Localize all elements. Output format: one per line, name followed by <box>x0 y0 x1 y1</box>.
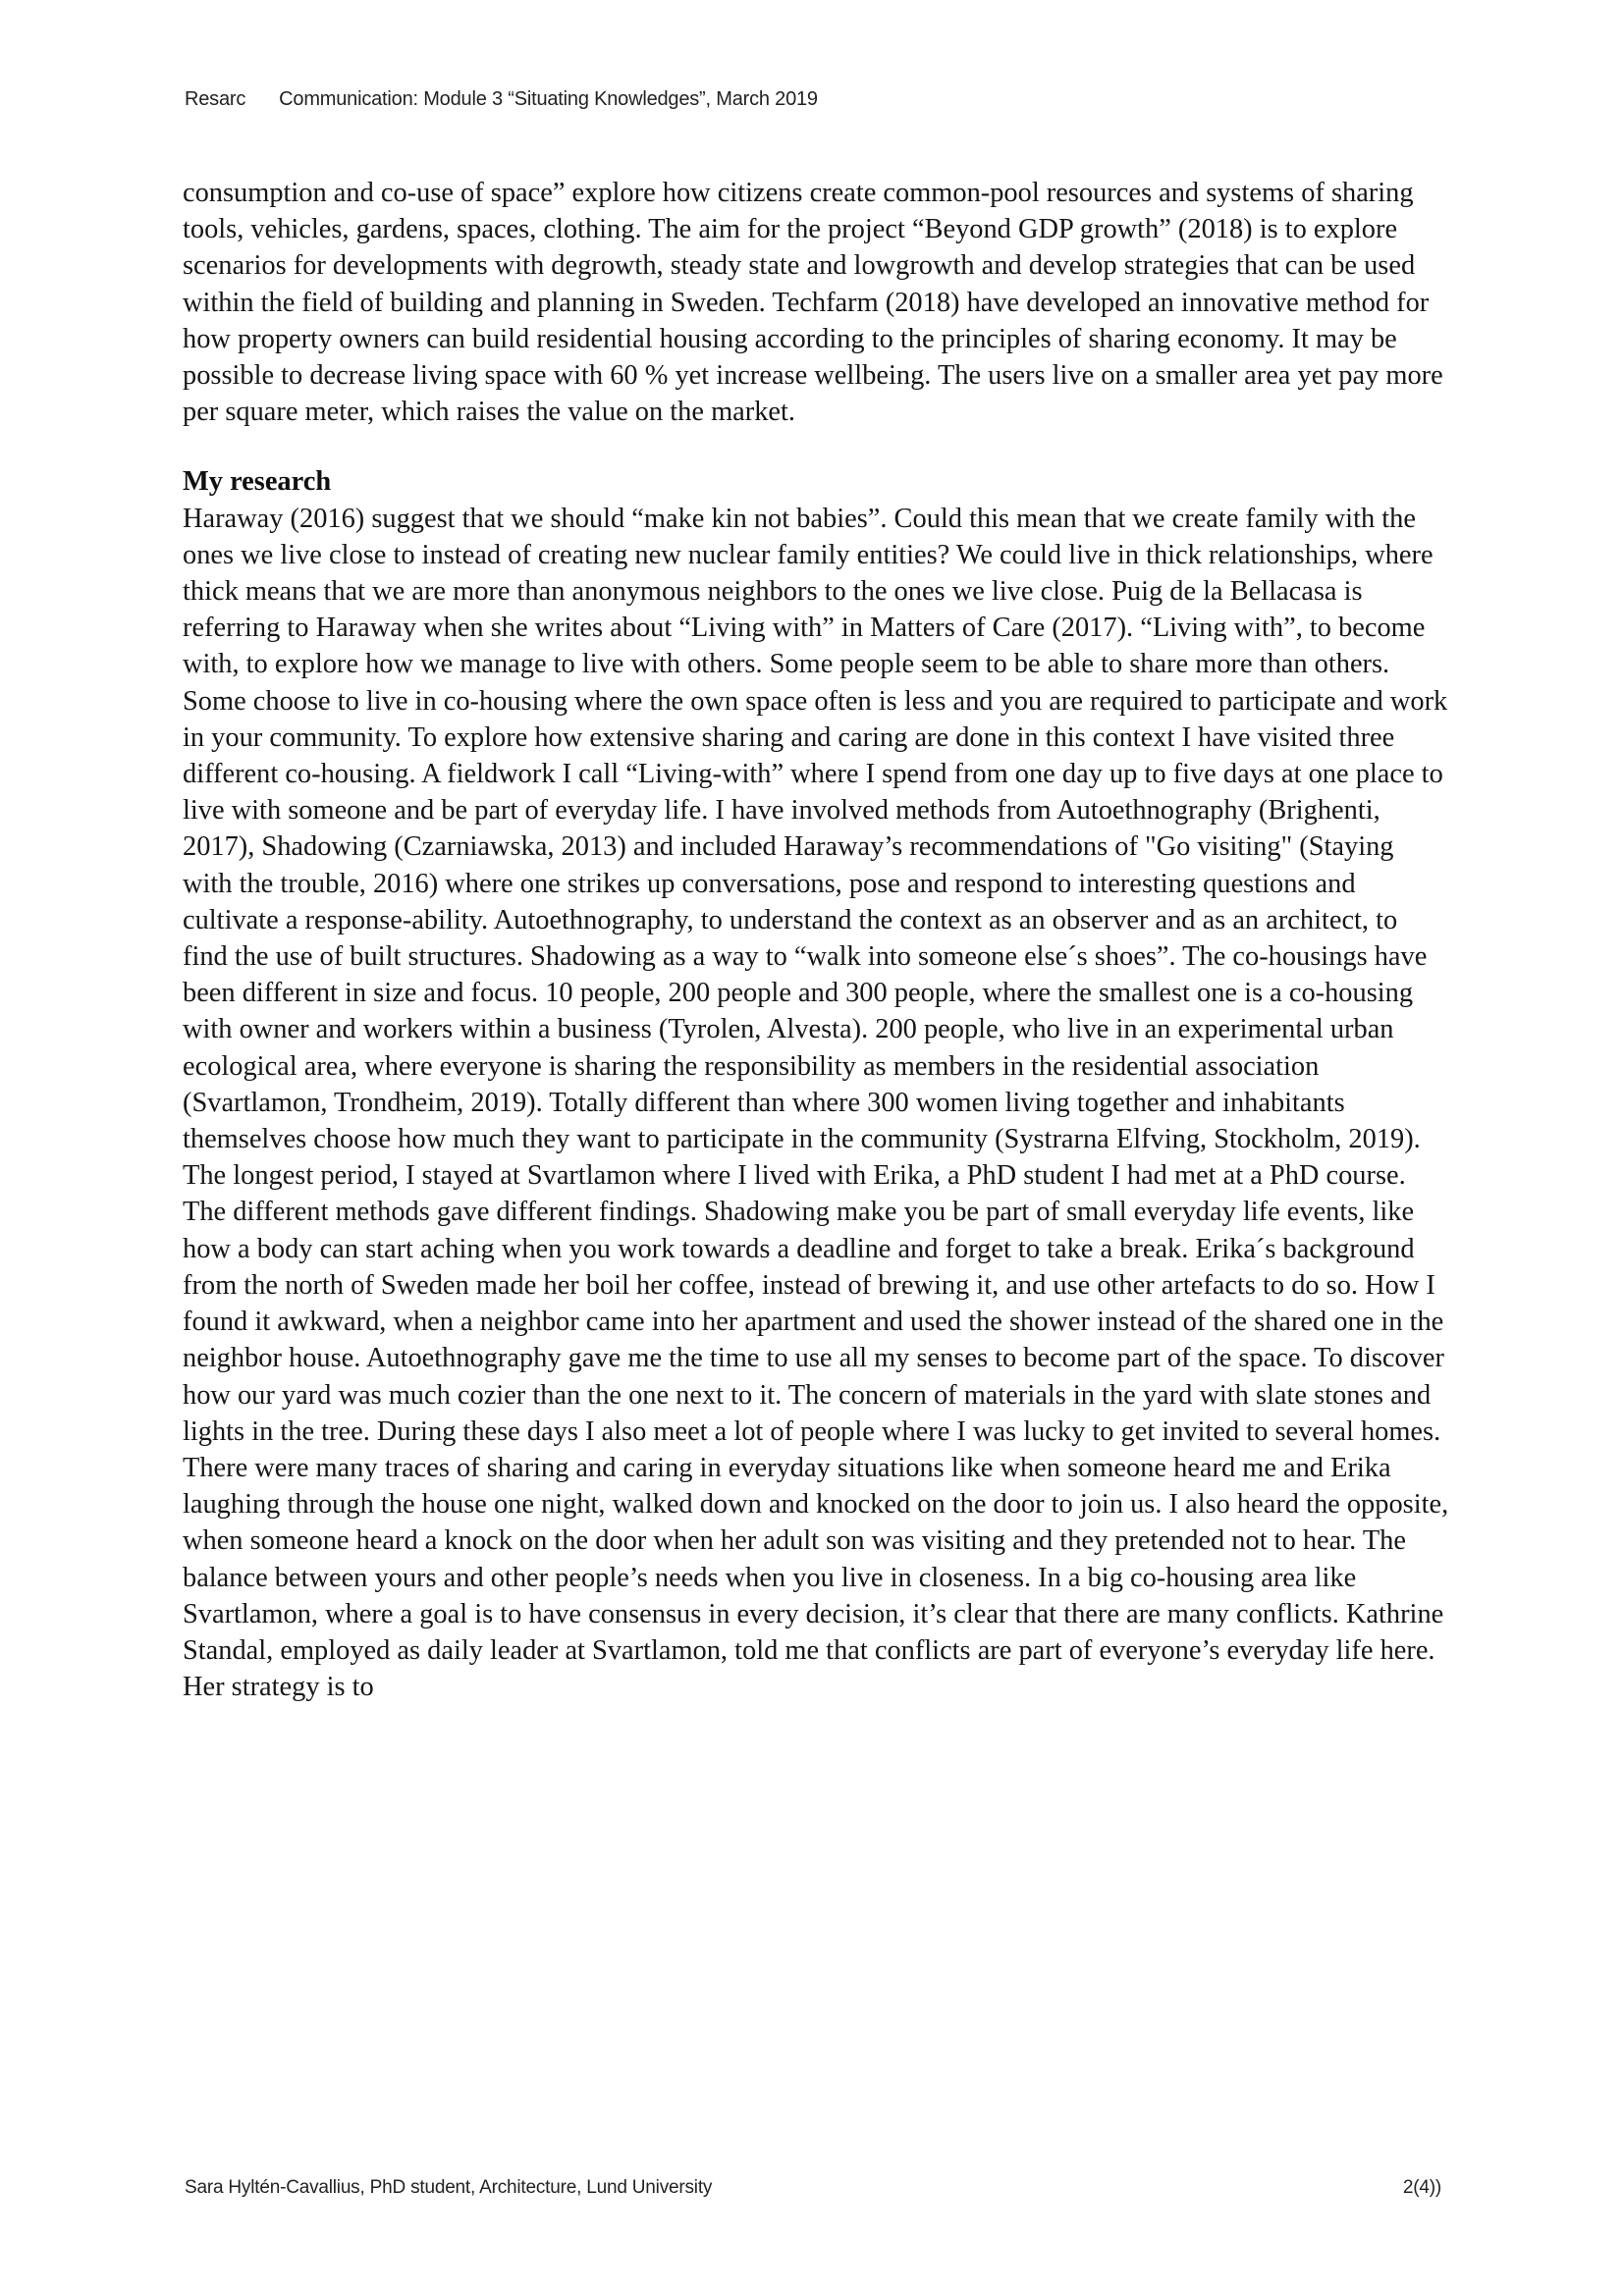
section-heading-my-research: My research <box>183 466 332 498</box>
page-footer <box>185 2177 1441 2199</box>
body-column <box>183 175 1449 1705</box>
footer-page-marker: 2(4)) <box>1402 2177 1441 2198</box>
running-head-title: Communication: Module 3 “Situating Knowledges”, March 2019 <box>279 88 818 110</box>
running-head-organization: Resarc <box>185 88 246 110</box>
running-head <box>185 88 1441 111</box>
footer-author-line: Sara Hyltén-Cavallius, PhD student, Architecture, Lund University <box>185 2177 713 2198</box>
paragraph-my-research-body: Haraway (2016) suggest that we should “make kin not babies”. Could this mean that we create family with the ones we live close to instead of creating new nuclear family entities? We could live in thick relationships, where thick means that we are more than anonymous neighbors to the ones we live close. Puig de la Bellacasa is referring to Haraway when she writes about “Living with” in Matters of Care (2017). “Living with”, to become with, to explore how we manage to live with others. Some people seem to be able to share more than others. Some choose to live in co-housing where the own space often is less and you are required to participate and work in your community. To explore how extensive sharing and caring are done in this context I have visited three different co-housing. A fieldwork I call “Living-with” where I spend from one day up to five days at one place to live with someone and be part of everyday life. I have involved methods from Autoethnography (Brighenti, 2017), Shadowing (Czarniawska, 2013) and included Haraway’s recommendations of "Go visiting" (Staying with the trouble, 2016) where one strikes up conversations, pose and respond to interesting questions and cultivate a response-ability. Autoethnography, to understand the context as an observer and as an architect, to find the use of built structures. Shadowing as a way to “walk into someone else´s shoes”. The co-housings have been different in size and focus. 10 people, 200 people and 300 people, where the smallest one is a co-housing with owner and workers within a business (Tyrolen, Alvesta). 200 people, who live in an experimental urban ecological area, where everyone is sharing the responsibility as members in the residential association (Svartlamon, Trondheim, 2019). Totally different than where 300 women living together and inhabitants themselves choose how much they want to participate in the community (Systrarna Elfving, Stockholm, 2019). The longest period, I stayed at Svartlamon where I lived with Erika, a PhD student I had met at a PhD course. The different methods gave different findings. Shadowing make you be part of small everyday life events, like how a body can start aching when you work towards a deadline and forget to take a break. Erika´s background from the north of Sweden made her boil her coffee, instead of brewing it, and use other artefacts to do so. How I found it awkward, when a neighbor came into her apartment and used the shower instead of the shared one in the neighbor house. Autoethnography gave me the time to use all my senses to become part of the space. To discover how our yard was much cozier than the one next to it. The concern of materials in the yard with slate stones and lights in the tree. During these days I also meet a lot of people where I was lucky to get invited to several homes. There were many traces of sharing and caring in everyday situations like when someone heard me and Erika laughing through the house one night, walked down and knocked on the door to join us. I also heard the opposite, when someone heard a knock on the door when her adult son was visiting and they pretended not to hear. The balance between yours and other people’s needs when you live in closeness. In a big co-housing area like Svartlamon, where a goal is to have consensus in every decision, it’s clear that there are many conflicts. Kathrine Standal, employed as daily leader at Svartlamon, told me that conflicts are part of everyone’s everyday life here. Her strategy is to <box>183 503 1449 1703</box>
paragraph-consumption-and-co-use: consumption and co-use of space” explore how citizens create common-pool resources and systems of sharing tools, vehicles, gardens, spaces, clothing. The aim for the project “Beyond GDP growth” (2018) is to explore scenarios for developments with degrowth, steady state and lowgrowth and develop strategies that can be used within the field of building and planning in Sweden. Techfarm (2018) have developed an innovative method for how property owners can build residential housing according to the principles of sharing economy. It may be possible to decrease living space with 60 % yet increase wellbeing. The users live on a smaller area yet pay more per square meter, which raises the value on the market. <box>183 178 1443 428</box>
